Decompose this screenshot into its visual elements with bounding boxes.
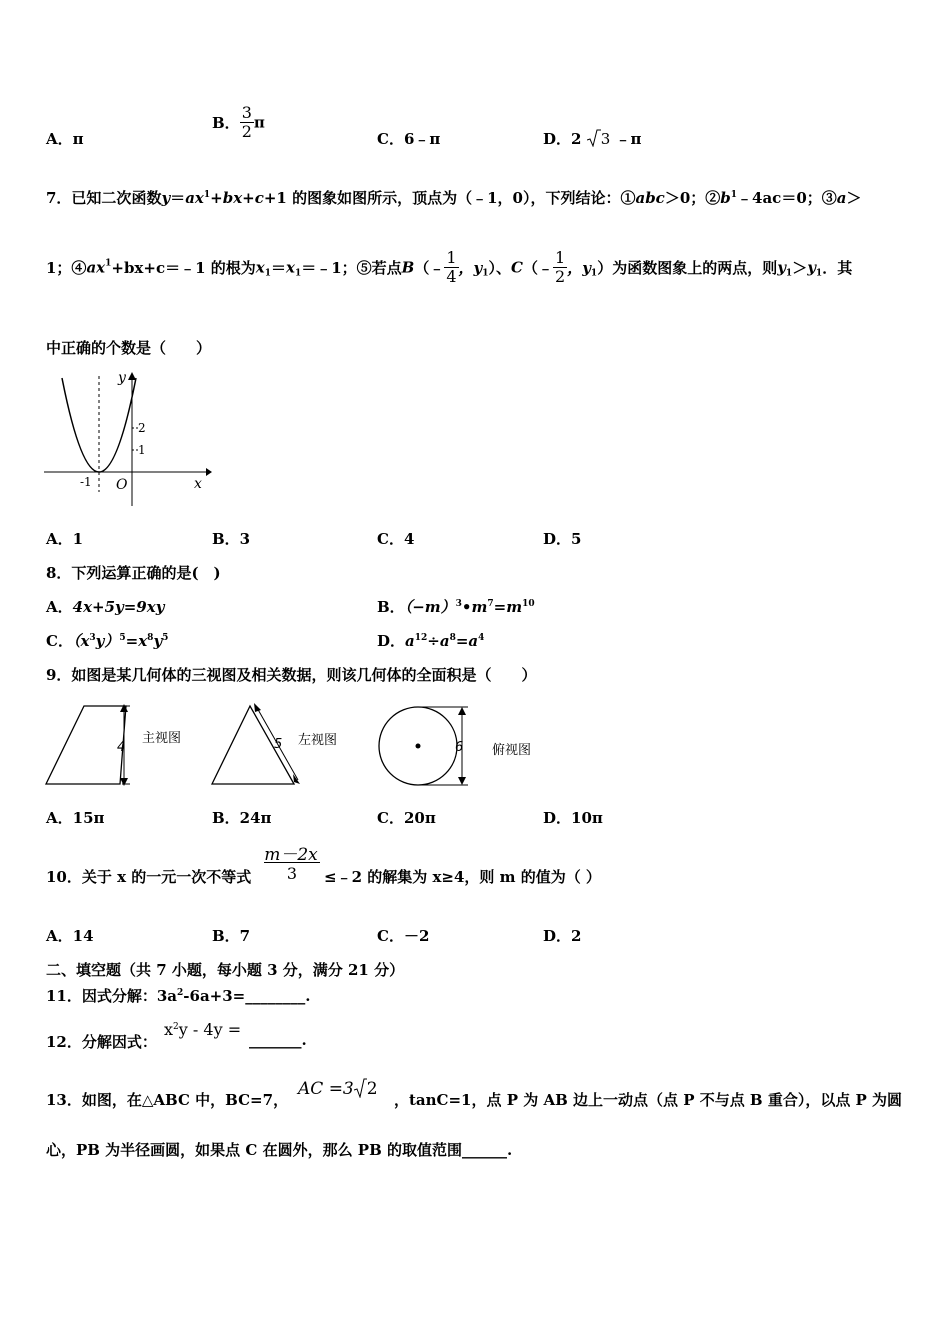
left-view-label: 左视图 [298,733,338,748]
q7-option-c: C．4 [377,530,415,548]
top-view-label: 俯视图 [492,743,532,758]
q7-option-b: B．3 [212,530,251,548]
y-axis-label: y [118,370,126,386]
q8-option-a: A．4x+5y=9xy [46,598,165,616]
origin-label: O [116,477,128,493]
q9-option-d: D．10π [543,809,603,827]
q13-post: ，tanC=1，点 P 为 AB 边上一动点（点 P 不与点 B 重合），以点 P 为圆 [394,1091,903,1109]
q12-expression: $x^2y - 4y$ = [164,1020,242,1039]
q7-option-a: A．1 [46,530,84,548]
q7-line-3: 中正确的个数是（ ） [46,339,212,357]
q10-option-a: A．14 [46,927,94,945]
q8-option-b: B．$(-m)^3•m^7=m^{10}$ [377,598,535,616]
label-1: 1 [138,443,146,457]
center-dot [416,744,421,749]
q10-fraction-bar [264,862,320,863]
q7-parabola-graph [40,368,215,510]
q10-option-d: D．2 [543,927,582,945]
x-axis-arrow [206,468,212,476]
q6-option-a: A．π [46,130,84,148]
vertex-x-label: -1 [80,475,92,489]
height-label: 4 [117,740,126,755]
y-axis-arrow [128,372,136,380]
q8-option-c: C．$(x^3y)^5=x^8y^5$ [46,632,169,650]
sqrt-icon [354,1078,367,1098]
q10-option-c: C．－2 [377,927,430,945]
q7-option-d: D．5 [543,530,582,548]
q8-stem: 8．下列运算正确的是( ) [46,564,221,582]
q13-line-2: 心，PB 为半径画圆，如果点 C 在圆外，那么 PB 的取值范围______. [46,1141,513,1159]
q10-option-b: B．7 [212,927,251,945]
diameter-label: 6 [455,740,464,755]
q13-ac-formula: AC =3 2 [298,1079,378,1099]
label-2: 2 [138,421,146,435]
q10-fraction-den: 3 [286,864,298,883]
q9-three-views [44,700,536,792]
front-view-label: 主视图 [142,731,182,746]
q9-option-a: A．15π [46,809,105,827]
q11: 11．因式分解：$3a^2-6a+3=\_\_\_\_\_\_\_\_$. [46,987,311,1005]
q7-line-2: 1；$④ax^1+bx+c=﹣1$ 的根为$x_1=x_1=﹣1$；⑤若点B（﹣ $\frac{1}{4}$ ，$y_1$）、C（﹣ $\frac{1}{2}$ ，$y_1$）为函数图象上的两点，则$y_1>y_1$．其 [46,248,853,286]
q10-post: ≤﹣2 的解集为 x≥4，则 m 的值为（ ） [324,868,601,886]
sqrt-icon [587,129,601,147]
q6-option-b: B． $\frac{3}{2}$ π [212,103,265,141]
section-2-title: 二、填空题（共 7 小题，每小题 3 分，满分 21 分） [46,961,405,979]
q13-pre: 13．如图，在△ABC 中，BC=7， [46,1091,289,1109]
q9-stem: 9．如图是某几何体的三视图及相关数据，则该几何体的全面积是（ ） [46,666,537,684]
q12-pre: 12．分解因式： [46,1033,157,1051]
q6-option-c: C．6﹣π [377,130,441,148]
q9-option-b: B．24π [212,809,272,827]
slant-label: 5 [274,737,283,752]
q10-pre: 10．关于 x 的一元一次不等式 [46,868,252,886]
q12-blank: _______. [249,1031,307,1049]
q7-line-1: 7．已知二次函数$y=ax^1+bx+c+1$ 的图象如图所示，顶点为（﹣1，0），下列结论：①abc＞0；$②b^1﹣4ac=0$；③a＞ [46,189,862,207]
q8-option-d: D．$a^{12}\div a^8=a^4$ [377,632,485,650]
q10-fraction-num: m－2x [264,845,318,865]
q6-option-d: D．2 3 ﹣π [543,130,642,148]
x-axis-label: x [194,476,202,492]
q9-option-c: C．20π [377,809,436,827]
front-view-shape [46,706,126,784]
